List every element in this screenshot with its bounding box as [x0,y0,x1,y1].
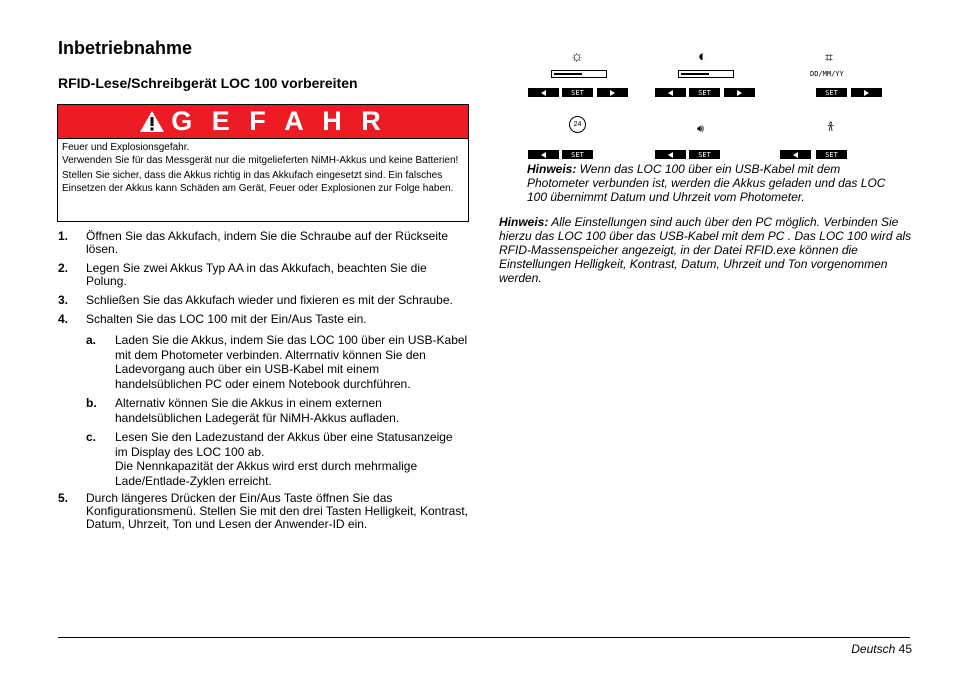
date-format-label: DD/MM/YY [810,70,844,78]
step-number: 4. [58,312,69,326]
note-text: Alle Einstellungen sind auch über den PC möglich. Verbinden Sie hierzu das LOC 100 über das USB-Kabel mit dem PC . Das LOC 100 wird als RFID-Massenspeicher angezeigt, in der Datei RFID.exe können die Einstellungen Helligkeit, Kontrast, Datum, Uhrzeit und Ton vorgenommen werden. [499,215,912,285]
list-item [58,333,468,391]
display-icons-illustration [525,50,925,162]
list-item [58,294,468,307]
speaker-icon: 🔊︎ [697,123,704,135]
danger-line: Stellen Sie sicher, dass die Akkus richtig in das Akkufach eingesetzt sind. Ein falsches Einsetzen der Akkus kann Schäden am Gerät, Feuer oder Explosionen zur Folge haben. [62,170,454,194]
list-item [58,230,468,256]
contrast-bar [678,70,734,78]
note-text: Wenn das LOC 100 über ein USB-Kabel mit dem Photometer verbunden ist, werden die Akkus geladen und das LOC 100 übernimmt Datum und Uhrzeit vom Photometer. [527,162,886,204]
substep-text: Laden Sie die Akkus, indem Sie das LOC 100 über ein USB-Kabel mit dem Photometer verbinden. Alterrnativ können Sie den Ladevorgang auch über ein USB-Kabel mit einem handelsüblichen PC oder einem Notebook durchführen. [115,333,468,391]
step-number: 5. [58,491,69,505]
step-text: Durch längeres Drücken der Ein/Aus Taste öffnen Sie das Konfigurationsmenü. Stellen Sie mit den drei Tasten Helligkeit, Kontrast, Datum, Uhrzeit, Ton und Lesen der Anwender-ID ein. [86,491,468,531]
footer-divider [58,637,910,638]
left-arrow-key-icon [655,88,686,97]
substep-text: Alternativ können Sie die Akkus in einem externen handelsüblichen Ladegerät für NiMH-Akkus aufladen. [115,396,400,425]
page-footer [851,642,912,656]
step-text: Schließen Sie das Akkufach wieder und fixieren es mit der Schraube. [86,293,453,307]
list-item [58,313,468,326]
contrast-icon: ◐ [698,48,708,65]
substep-letter: c. [86,430,97,444]
step-text: Schalten Sie das LOC 100 mit der Ein/Aus Taste ein. [86,312,367,326]
set-key-icon: SET [816,150,847,159]
left-arrow-key-icon [655,150,686,159]
step-number: 2. [58,261,69,275]
danger-line: Feuer und Explosionsgefahr. [62,142,190,153]
list-item [58,430,468,488]
right-arrow-key-icon [851,88,882,97]
user-icon: 𐀪 [827,120,835,134]
page-number: 45 [898,642,912,656]
danger-line: Verwenden Sie für das Messgerät nur die mitgelieferten NiMH-Akkus und keine Batterien! [62,155,459,166]
danger-header [58,105,468,139]
set-key-icon: SET [562,88,593,97]
substep-extra: Die Nennkapazität der Akkus wird erst durch mehrmalige Lade/Entlade-Zyklen erreicht. [115,459,418,488]
step-number: 1. [58,229,69,243]
right-arrow-key-icon [597,88,628,97]
step-text: Öffnen Sie das Akkufach, indem Sie die Schraube auf der Rückseite lösen. [86,229,448,256]
set-key-icon: SET [562,150,593,159]
left-arrow-key-icon [528,88,559,97]
danger-title: G E F A H R [171,106,387,136]
set-key-icon: SET [689,150,720,159]
footer-language: Deutsch [851,642,896,656]
substep-text: Lesen Sie den Ladezustand der Akkus über eine Statusanzeige im Display des LOC 100 ab. [115,430,453,459]
section-heading: RFID-Lese/Schreibgerät LOC 100 vorbereiten [58,75,358,91]
list-item [58,262,468,288]
contrast-bar-fill [681,73,709,75]
note-pc-settings [499,215,919,285]
step-number: 3. [58,293,69,307]
page-heading: Inbetriebnahme [58,38,193,58]
list-item [58,492,468,531]
brightness-icon: ☼ [570,48,584,65]
left-arrow-key-icon [528,150,559,159]
step-text: Legen Sie zwei Akkus Typ AA in das Akkufach, beachten Sie die Polung. [86,261,427,288]
danger-box [57,104,469,222]
list-item [58,396,468,425]
substep-text-block [115,430,468,488]
clock-icon: 24 [569,116,586,133]
substep-letter: b. [86,396,97,410]
left-arrow-key-icon [780,150,811,159]
set-key-icon: SET [689,88,720,97]
note-usb-charging [527,162,897,204]
warning-triangle-icon [139,110,165,133]
right-arrow-key-icon [724,88,755,97]
note-label: Hinweis: [527,162,577,176]
step-list [58,230,468,537]
danger-text [58,139,468,199]
brightness-bar [551,70,607,78]
set-key-icon: SET [816,88,847,97]
note-label: Hinweis: [499,215,549,229]
substep-letter: a. [86,333,97,347]
brightness-bar-fill [554,73,582,75]
calendar-grid-icon: ⌗ [825,49,833,65]
substep-list [58,333,468,488]
